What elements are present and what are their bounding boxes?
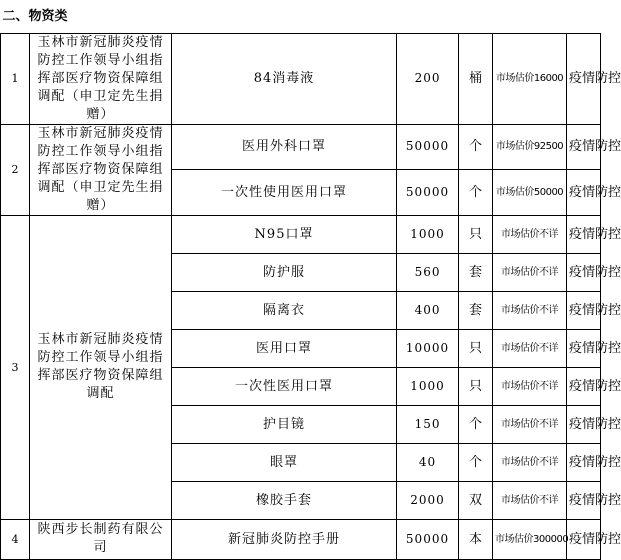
item-value: 市场估价不详: [493, 253, 567, 291]
item-quantity: 10000: [397, 329, 459, 367]
item-quantity: 50000: [397, 170, 459, 216]
item-purpose: 疫情防控: [567, 253, 601, 291]
item-purpose: 疫情防控: [567, 33, 601, 124]
item-value: 市场估价不详: [493, 329, 567, 367]
item-quantity: 50000: [397, 519, 459, 559]
item-unit: 只: [459, 329, 493, 367]
item-unit: 本: [459, 519, 493, 559]
item-quantity: 40: [397, 443, 459, 481]
item-unit: 个: [459, 405, 493, 443]
item-name: 新冠肺炎防控手册: [172, 519, 397, 559]
item-unit: 个: [459, 124, 493, 170]
item-quantity: 1000: [397, 367, 459, 405]
item-unit: 套: [459, 253, 493, 291]
item-unit: 桶: [459, 33, 493, 124]
item-value: 市场估价不详: [493, 443, 567, 481]
item-purpose: 疫情防控: [567, 124, 601, 170]
item-quantity: 150: [397, 405, 459, 443]
row-index: 2: [1, 124, 30, 215]
table-row: [1, 519, 601, 559]
item-name: 一次性使用医用口罩: [172, 170, 397, 216]
table-row: [1, 124, 601, 170]
item-unit: 个: [459, 170, 493, 216]
item-value: 市场估价不详: [493, 215, 567, 253]
item-name: 隔离衣: [172, 291, 397, 329]
item-quantity: 1000: [397, 215, 459, 253]
donor-cell: 玉林市新冠肺炎疫情防控工作领导小组指挥部医疗物资保障组调配: [30, 215, 172, 519]
item-purpose: 疫情防控: [567, 405, 601, 443]
item-quantity: 200: [397, 33, 459, 124]
item-quantity: 560: [397, 253, 459, 291]
table-row: [1, 33, 601, 124]
item-unit: 双: [459, 481, 493, 519]
row-index: 1: [1, 33, 30, 124]
item-purpose: 疫情防控: [567, 367, 601, 405]
item-value: 市场估价不详: [493, 481, 567, 519]
item-name: N95口罩: [172, 215, 397, 253]
section-header-blank: [172, 0, 601, 33]
item-purpose: 疫情防控: [567, 329, 601, 367]
item-purpose: 疫情防控: [567, 481, 601, 519]
item-quantity: 50000: [397, 124, 459, 170]
item-purpose: 疫情防控: [567, 291, 601, 329]
item-quantity: 400: [397, 291, 459, 329]
item-name: 一次性医用口罩: [172, 367, 397, 405]
donor-cell: 玉林市新冠肺炎疫情防控工作领导小组指挥部医疗物资保障组调配（申卫定先生捐赠）: [30, 33, 172, 124]
item-value: 市场估价不详: [493, 367, 567, 405]
item-purpose: 疫情防控: [567, 170, 601, 216]
item-value: 市场估价不详: [493, 405, 567, 443]
donor-cell: 陕西步长制药有限公司: [30, 519, 172, 559]
item-name: 眼罩: [172, 443, 397, 481]
item-name: 橡胶手套: [172, 481, 397, 519]
donor-cell: 玉林市新冠肺炎疫情防控工作领导小组指挥部医疗物资保障组调配（申卫定先生捐赠）: [30, 124, 172, 215]
item-value: 市场估价92500: [493, 124, 567, 170]
item-purpose: 疫情防控: [567, 215, 601, 253]
item-value: 市场估价300000: [493, 519, 567, 559]
row-index: 4: [1, 519, 30, 559]
row-index: 3: [1, 215, 30, 519]
item-name: 防护服: [172, 253, 397, 291]
item-unit: 个: [459, 443, 493, 481]
item-purpose: 疫情防控: [567, 519, 601, 559]
item-unit: 只: [459, 367, 493, 405]
table-body: [1, 0, 621, 559]
item-value: 市场估价不详: [493, 291, 567, 329]
item-name: 护目镜: [172, 405, 397, 443]
item-unit: 套: [459, 291, 493, 329]
item-quantity: 2000: [397, 481, 459, 519]
table-row: [1, 215, 601, 253]
section-header-row: [1, 0, 601, 33]
section-title: 二、物资类: [2, 8, 68, 24]
item-name: 医用口罩: [172, 329, 397, 367]
item-value: 市场估价50000: [493, 170, 567, 216]
item-name: 84消毒液: [172, 33, 397, 124]
item-purpose: 疫情防控: [567, 443, 601, 481]
item-unit: 只: [459, 215, 493, 253]
item-name: 医用外科口罩: [172, 124, 397, 170]
item-value: 市场估价16000: [493, 33, 567, 124]
